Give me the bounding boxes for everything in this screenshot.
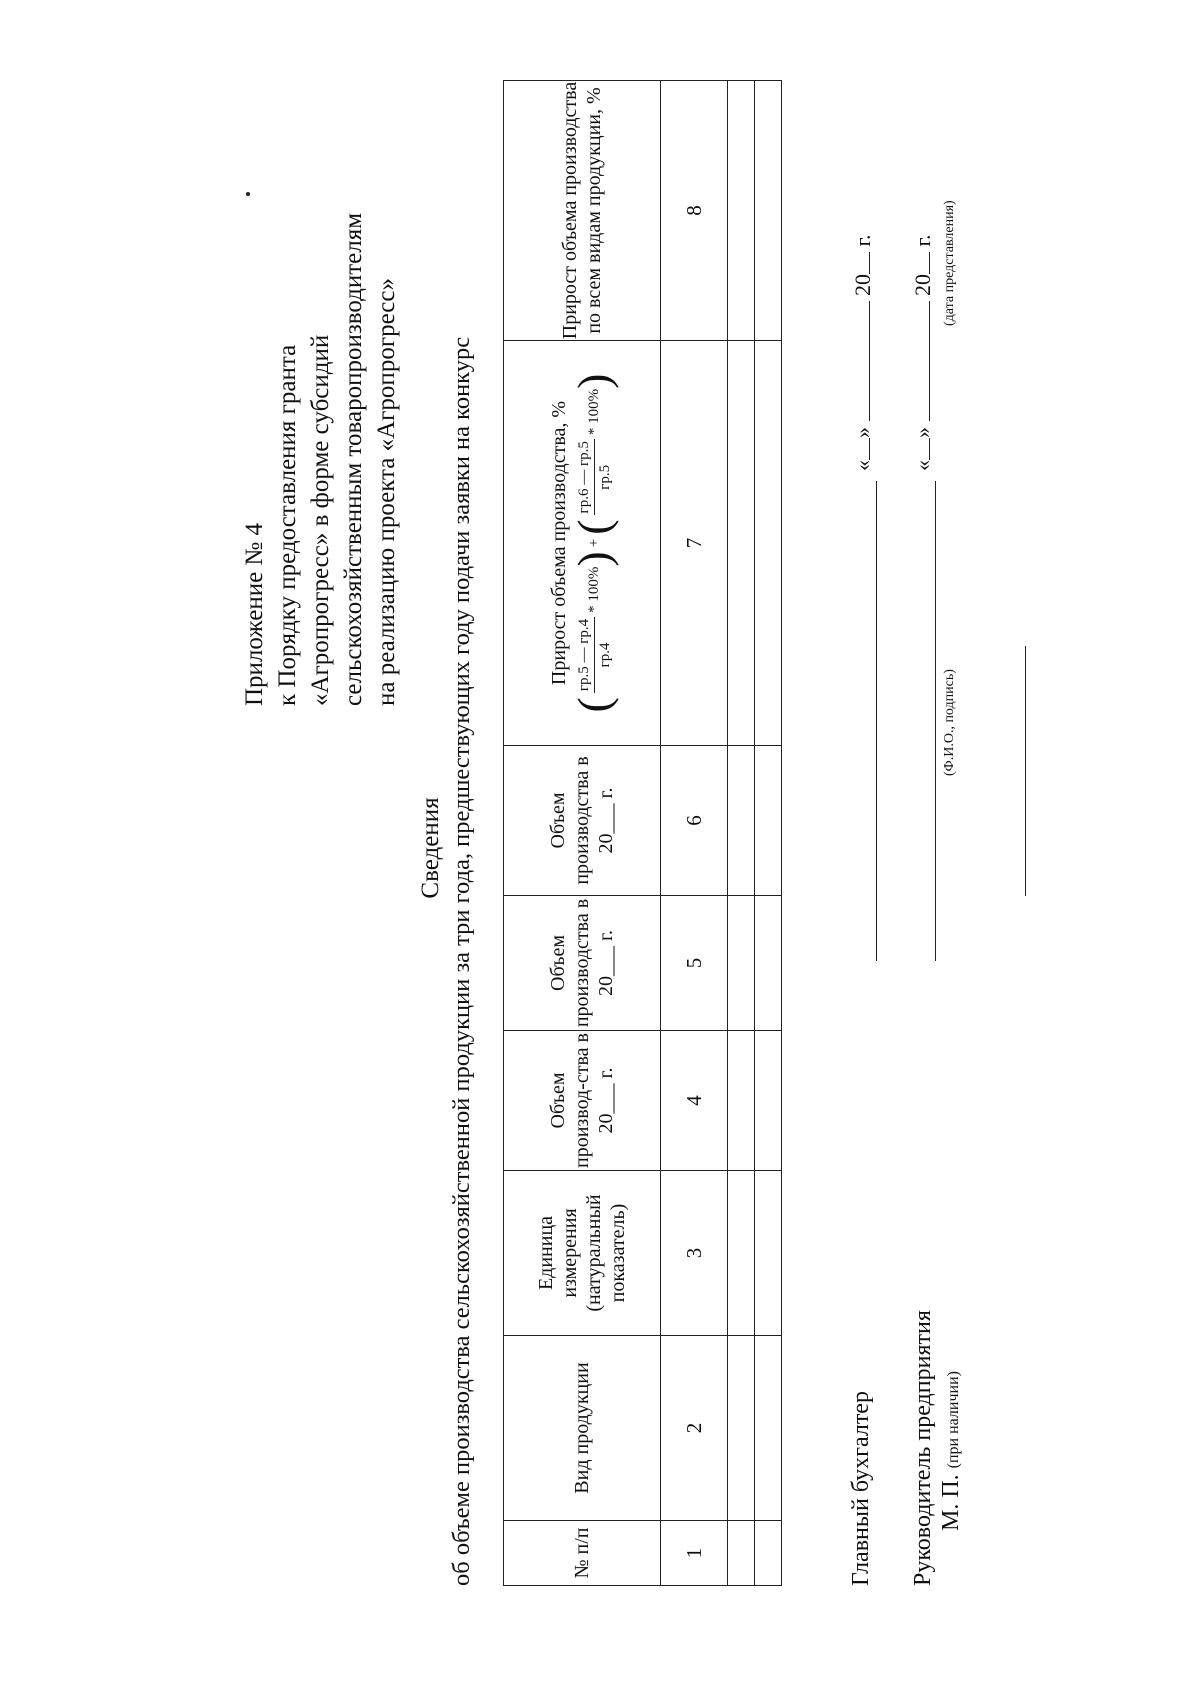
table-cell [728, 896, 755, 1031]
table-cell [728, 341, 755, 746]
scan-dot [246, 192, 250, 196]
table-cell [755, 1336, 782, 1521]
growth-formula [568, 373, 619, 713]
extra-sign-line [1025, 646, 1026, 896]
date-quote-close: » [850, 427, 875, 438]
paren-close: ) [568, 551, 619, 567]
appendix-line: на реализацию проекта «Агропрогресс» [373, 278, 400, 706]
fraction-right [574, 439, 615, 515]
fraction-numerator: гр.5 — гр.4 [574, 617, 595, 693]
table-cell [755, 1521, 782, 1586]
column-number: 3 [661, 1171, 728, 1336]
header-cell-volume-2: Объем производства в 20___ г. [504, 896, 661, 1031]
table-row [755, 81, 782, 1586]
table-cell [755, 341, 782, 746]
document-subtitle: об объеме производства сельскохозяйственной продукции за три года, предшествующих году подачи заявки на конкурс [448, 336, 475, 1586]
column-number: 5 [661, 896, 728, 1031]
header-cell-unit: Единица измерения (натуральный показатель) [504, 1171, 661, 1336]
table-cell [728, 1171, 755, 1336]
document-title: Сведения [417, 797, 444, 899]
table-cell [728, 746, 755, 896]
appendix-line: к Порядку предоставления гранта [274, 344, 301, 706]
date-quote-open: « [850, 460, 875, 471]
fraction-denominator: гр.4 [596, 642, 613, 668]
year-prefix: 20 [850, 274, 875, 296]
multiplier-text: * 100% [586, 566, 602, 613]
date-month-blank [853, 302, 870, 422]
column-number: 6 [661, 746, 728, 896]
head-sign-line [935, 481, 936, 961]
fraction-left [574, 617, 615, 693]
header-cell-volume-3: Объем производства в 20___ г. [504, 746, 661, 896]
date-day-blank [853, 438, 870, 460]
date-quote-close: » [910, 427, 935, 438]
chief-accountant-sign-line [876, 481, 877, 961]
header-cell-product: Вид продукции [504, 1336, 661, 1521]
column-number-row [661, 81, 728, 1586]
table-cell [728, 81, 755, 341]
column-number: 2 [661, 1336, 728, 1521]
plus-sign: + [586, 538, 602, 548]
chief-accountant-label: Главный бухгалтер [848, 1391, 874, 1586]
appendix-block [238, 213, 403, 706]
column-number: 8 [661, 81, 728, 341]
table-cell [755, 896, 782, 1031]
column-number: 4 [661, 1031, 728, 1171]
chief-accountant-date [850, 234, 876, 471]
paren-open: ( [568, 519, 619, 535]
table-cell [755, 1031, 782, 1171]
stamp-block [938, 1371, 965, 1531]
stamp-note: (при наличии) [945, 1371, 962, 1469]
fraction-numerator: гр.6 — гр.5 [574, 439, 595, 515]
multiplier-text: * 100% [586, 388, 602, 436]
head-date [910, 234, 936, 471]
appendix-line: «Агропрогресс» в форме субсидий [307, 334, 334, 706]
head-label: Руководитель предприятия [910, 1310, 936, 1586]
date-quote-open: « [910, 460, 935, 471]
paren-open: ( [568, 697, 619, 713]
header-cell-volume-1: Объем производ-ства в 20___ г. [504, 1031, 661, 1171]
year-blank [853, 252, 870, 274]
header-cell-number: № п/п [504, 1521, 661, 1586]
paren-close: ) [568, 373, 619, 389]
column-number: 1 [661, 1521, 728, 1586]
column-number: 7 [661, 341, 728, 746]
table-header-row [504, 81, 661, 1586]
production-table [503, 80, 782, 1586]
date-month-blank [913, 302, 930, 422]
year-suffix: г. [910, 234, 935, 247]
year-blank [913, 252, 930, 274]
fraction-denominator: гр.5 [596, 464, 613, 490]
appendix-line: сельскохозяйственным товаропроизводителям [340, 212, 367, 706]
date-caption: (дата представления) [942, 200, 957, 326]
table-cell [755, 81, 782, 341]
appendix-line: Приложение № 4 [241, 522, 268, 706]
stamp-label: М. П. [938, 1474, 964, 1531]
fio-caption: (Ф.И.О., подпись) [942, 669, 957, 776]
table-cell [755, 1171, 782, 1336]
table-cell [728, 1336, 755, 1521]
date-day-blank [913, 438, 930, 460]
header-cell-total-growth: Прирост объема производства по всем видам продукции, % [504, 81, 661, 341]
year-prefix: 20 [910, 274, 935, 296]
header-cell-growth [504, 341, 661, 746]
table-cell [728, 1031, 755, 1171]
table-cell [728, 1521, 755, 1586]
table-cell [755, 746, 782, 896]
growth-header-label: Прирост объема производства, % [548, 400, 570, 686]
year-suffix: г. [850, 234, 875, 247]
table-row [728, 81, 755, 1586]
